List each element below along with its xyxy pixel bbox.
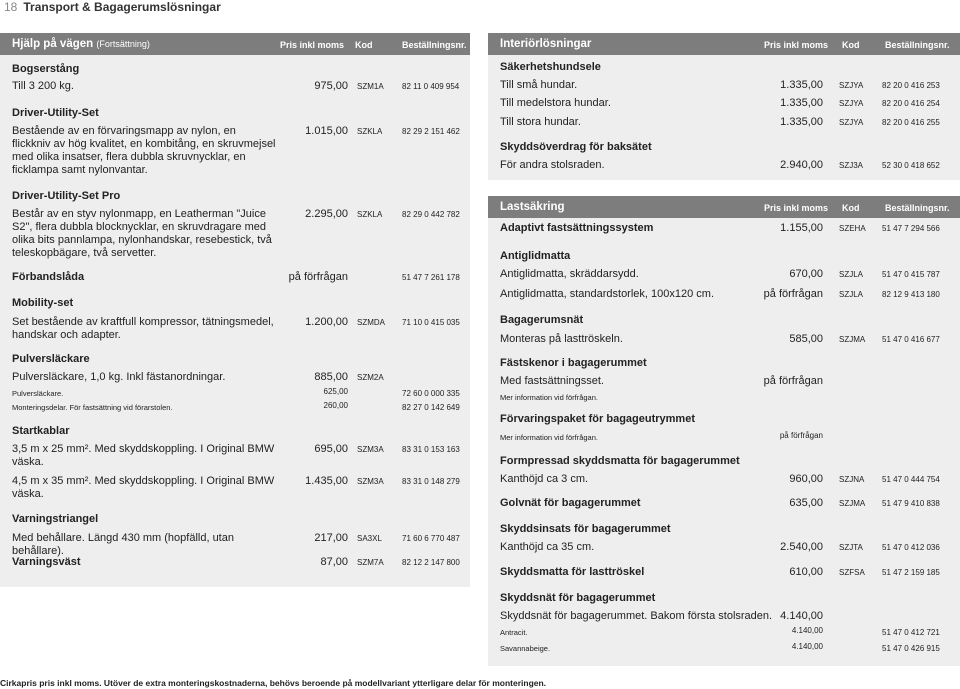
item-code: SZM2A	[357, 373, 384, 382]
item-order-number: 51 47 0 416 677	[882, 335, 940, 344]
item-description: Antracit.	[500, 628, 528, 637]
item-code: SA3XL	[357, 534, 382, 543]
item-description: Till 3 200 kg.	[12, 80, 74, 92]
item-order-number: 82 20 0 416 255	[882, 118, 940, 127]
section-heading: Adaptivt fastsättningssystem	[500, 222, 654, 234]
section-heading: Driver-Utility-Set	[12, 107, 99, 119]
item-description: Kanthöjd ca 3 cm.	[500, 473, 589, 485]
item-order-number: 82 12 2 147 800	[402, 558, 460, 567]
footer-note: Cirkapris pris inkl moms. Utöver de extra monteringskostnaderna, behövs beroende på modellvariant ytterligare delar för monteringen.	[0, 678, 547, 688]
section-heading: Bagagerumsnät	[500, 314, 584, 326]
item-price: 1.335,00	[780, 97, 823, 109]
item-price: 2.940,00	[780, 159, 823, 171]
section-heading: Pulversläckare	[12, 353, 90, 365]
section-heading: Skyddsöverdrag för baksätet	[500, 141, 652, 153]
item-description: Bestående av en förvaringsmapp av nylon, en flickkniv av hög kvalitet, en kombitång, en skruvmejsel med olika insatser, flera dubbla skruvnycklar, en ficklampa samt nylonvantar.	[12, 125, 276, 176]
item-code: SZKLA	[357, 127, 383, 136]
left-header-sub: (Fortsättning)	[96, 39, 150, 49]
item-price: 1.015,00	[305, 125, 348, 137]
item-description: Monteringsdelar. För fastsättning vid förarstolen.	[12, 403, 173, 412]
item-price: på förfrågan	[763, 375, 823, 387]
item-price: 885,00	[314, 371, 348, 383]
item-description: Till stora hundar.	[500, 116, 581, 128]
section-heading: Varningstriangel	[12, 513, 99, 525]
item-description: Savannabeige.	[500, 644, 551, 653]
item-price: 1.435,00	[305, 475, 348, 487]
item-order-number: 82 27 0 142 649	[402, 403, 460, 412]
item-price: 960,00	[789, 473, 823, 485]
item-order-number: 71 10 0 415 035	[402, 318, 460, 327]
cargo-section-header	[488, 196, 960, 218]
section-heading: Formpressad skyddsmatta för bagagerummet	[500, 455, 740, 467]
item-price: 4.140,00	[791, 642, 823, 651]
price-col-header: Pris inkl moms	[764, 203, 829, 213]
cargo-header-title: Lastsäkring	[500, 201, 565, 213]
interior-section-body	[488, 55, 960, 180]
order-col-header: Beställningsnr.	[885, 203, 950, 213]
item-price: 975,00	[314, 80, 348, 92]
item-code: SZJNA	[839, 475, 865, 484]
item-description: Till medelstora hundar.	[500, 97, 611, 109]
item-price: på förfrågan	[763, 288, 823, 300]
item-price: på förfrågan	[288, 271, 348, 283]
item-description: Pulversläckare, 1,0 kg. Inkl fästanordningar.	[12, 371, 226, 383]
item-order-number: 52 30 0 418 652	[882, 161, 940, 170]
right-column	[488, 33, 960, 666]
item-order-number: 51 47 7 294 566	[882, 224, 940, 233]
item-order-number: 51 47 0 415 787	[882, 270, 940, 279]
item-code: SZJMA	[839, 499, 866, 508]
item-order-number: 82 29 0 442 782	[402, 210, 460, 219]
section-heading: Förbandslåda	[12, 271, 85, 283]
section-heading: Förvaringspaket för bagageutrymmet	[500, 413, 695, 425]
item-code: SZEHA	[839, 224, 866, 233]
item-price: 2.540,00	[780, 541, 823, 553]
order-col-header: Beställningsnr.	[885, 40, 950, 50]
left-column	[0, 33, 470, 587]
price-col-header: Pris inkl moms	[280, 40, 345, 50]
item-order-number: 72 60 0 000 335	[402, 389, 460, 398]
item-order-number: 82 11 0 409 954	[402, 82, 460, 91]
item-description: Till små hundar.	[500, 79, 578, 91]
order-col-header: Beställningsnr.	[402, 40, 467, 50]
item-order-number: 82 20 0 416 254	[882, 99, 940, 108]
item-price: 695,00	[314, 443, 348, 455]
item-order-number: 82 12 9 413 180	[882, 290, 940, 299]
interior-header-title: Interiörlösningar	[500, 38, 592, 50]
item-price: 635,00	[789, 497, 823, 509]
item-code: SZJ3A	[839, 161, 864, 170]
item-order-number: 51 47 0 426 915	[882, 644, 940, 653]
section-heading: Säkerhetshundsele	[500, 61, 601, 73]
section-heading: Startkablar	[12, 425, 70, 437]
item-price: 1.200,00	[305, 316, 348, 328]
cargo-section-body	[488, 218, 960, 666]
section-heading: Fästskenor i bagagerummet	[500, 357, 647, 369]
item-description: Mer information vid förfrågan.	[500, 433, 598, 442]
item-order-number: 51 47 0 444 754	[882, 475, 940, 484]
item-description: Med behållare. Längd 430 mm (hopfälld, utan behållare).	[12, 532, 234, 557]
item-code: SZFSA	[839, 568, 865, 577]
item-code: SZKLA	[357, 210, 383, 219]
item-order-number: 51 47 7 261 178	[402, 273, 460, 282]
item-code: SZJYA	[839, 81, 864, 90]
item-description: Monteras på lasttröskeln.	[500, 333, 623, 345]
item-description: 3,5 m x 25 mm². Med skyddskoppling. I Original BMW väska.	[12, 443, 275, 468]
item-description: Antiglidmatta, standardstorlek, 100x120 cm.	[500, 288, 715, 300]
item-order-number: 71 60 6 770 487	[402, 534, 460, 543]
item-price: 625,00	[323, 387, 348, 396]
item-code: SZJYA	[839, 99, 864, 108]
item-price: 217,00	[314, 532, 348, 544]
item-price: 670,00	[789, 268, 823, 280]
item-price: 260,00	[323, 401, 348, 410]
section-heading: Antiglidmatta	[500, 250, 571, 262]
item-price: 2.295,00	[305, 208, 348, 220]
page-number: 18	[4, 0, 18, 14]
left-header-title: Hjälp på vägen	[12, 38, 94, 50]
section-heading: Mobility-set	[12, 297, 74, 309]
item-code: SZJLA	[839, 270, 864, 279]
item-price: 1.335,00	[780, 116, 823, 128]
item-description: Består av en styv nylonmapp, en Leatherman "Juice S2", flera dubbla blocknycklar, en skruvdragare med olika bits pannlampa, nylonhandskar, resebestick, två teleskopbägare, två servetter.	[12, 208, 272, 259]
item-order-number: 83 31 0 148 279	[402, 477, 460, 486]
item-order-number: 82 20 0 416 253	[882, 81, 940, 90]
item-description: 4,5 m x 35 mm². Med skyddskoppling. I Original BMW väska.	[12, 475, 275, 500]
item-code: SZJTA	[839, 543, 863, 552]
item-price: 87,00	[320, 556, 348, 568]
code-col-header: Kod	[842, 203, 860, 213]
item-description: För andra stolsraden.	[500, 159, 605, 171]
section-heading: Bogserstång	[12, 63, 80, 75]
left-section-header	[0, 33, 470, 55]
item-code: SZM3A	[357, 477, 384, 486]
item-price: 1.155,00	[780, 222, 823, 234]
left-section-body	[0, 55, 470, 587]
section-heading: Skyddsnät för bagagerummet	[500, 592, 656, 604]
item-code: SZM1A	[357, 82, 384, 91]
item-price: på förfrågan	[779, 431, 823, 440]
item-order-number: 51 47 9 410 838	[882, 499, 940, 508]
item-code: SZM3A	[357, 445, 384, 454]
item-price: 610,00	[789, 566, 823, 578]
item-code: SZJYA	[839, 118, 864, 127]
item-description: Skyddsnät för bagagerummet. Bakom första stolsraden.	[500, 610, 773, 622]
item-code: SZM7A	[357, 558, 384, 567]
section-heading: Golvnät för bagagerummet	[500, 497, 641, 509]
section-heading: Driver-Utility-Set Pro	[12, 190, 121, 202]
item-order-number: 51 47 0 412 721	[882, 628, 940, 637]
section-heading: Varningsväst	[12, 556, 81, 568]
item-price: 4.140,00	[780, 610, 823, 622]
page-title: Transport & Bagagerumslösningar	[23, 0, 221, 14]
item-description: Pulversläckare.	[12, 389, 64, 398]
item-code: SZJLA	[839, 290, 864, 299]
section-heading: Skyddsmatta för lasttröskel	[500, 566, 645, 578]
item-description: Mer information vid förfrågan.	[500, 393, 598, 402]
item-order-number: 82 29 2 151 462	[402, 127, 460, 136]
item-description: Kanthöjd ca 35 cm.	[500, 541, 595, 553]
price-col-header: Pris inkl moms	[764, 40, 829, 50]
interior-section-header	[488, 33, 960, 55]
item-code: SZMDA	[357, 318, 385, 327]
page-header	[0, 0, 960, 14]
item-price: 585,00	[789, 333, 823, 345]
code-col-header: Kod	[355, 40, 373, 50]
item-description: Med fastsättningsset.	[500, 375, 604, 387]
code-col-header: Kod	[842, 40, 860, 50]
item-price: 1.335,00	[780, 79, 823, 91]
item-description: Set bestående av kraftfull kompressor, tätningsmedel, handskar och adapter.	[12, 316, 274, 341]
item-order-number: 51 47 0 412 036	[882, 543, 940, 552]
item-order-number: 51 47 2 159 185	[882, 568, 940, 577]
item-description: Antiglidmatta, skräddarsydd.	[500, 268, 639, 280]
item-code: SZJMA	[839, 335, 866, 344]
item-order-number: 83 31 0 153 163	[402, 445, 460, 454]
section-heading: Skyddsinsats för bagagerummet	[500, 523, 671, 535]
item-price: 4.140,00	[791, 626, 823, 635]
